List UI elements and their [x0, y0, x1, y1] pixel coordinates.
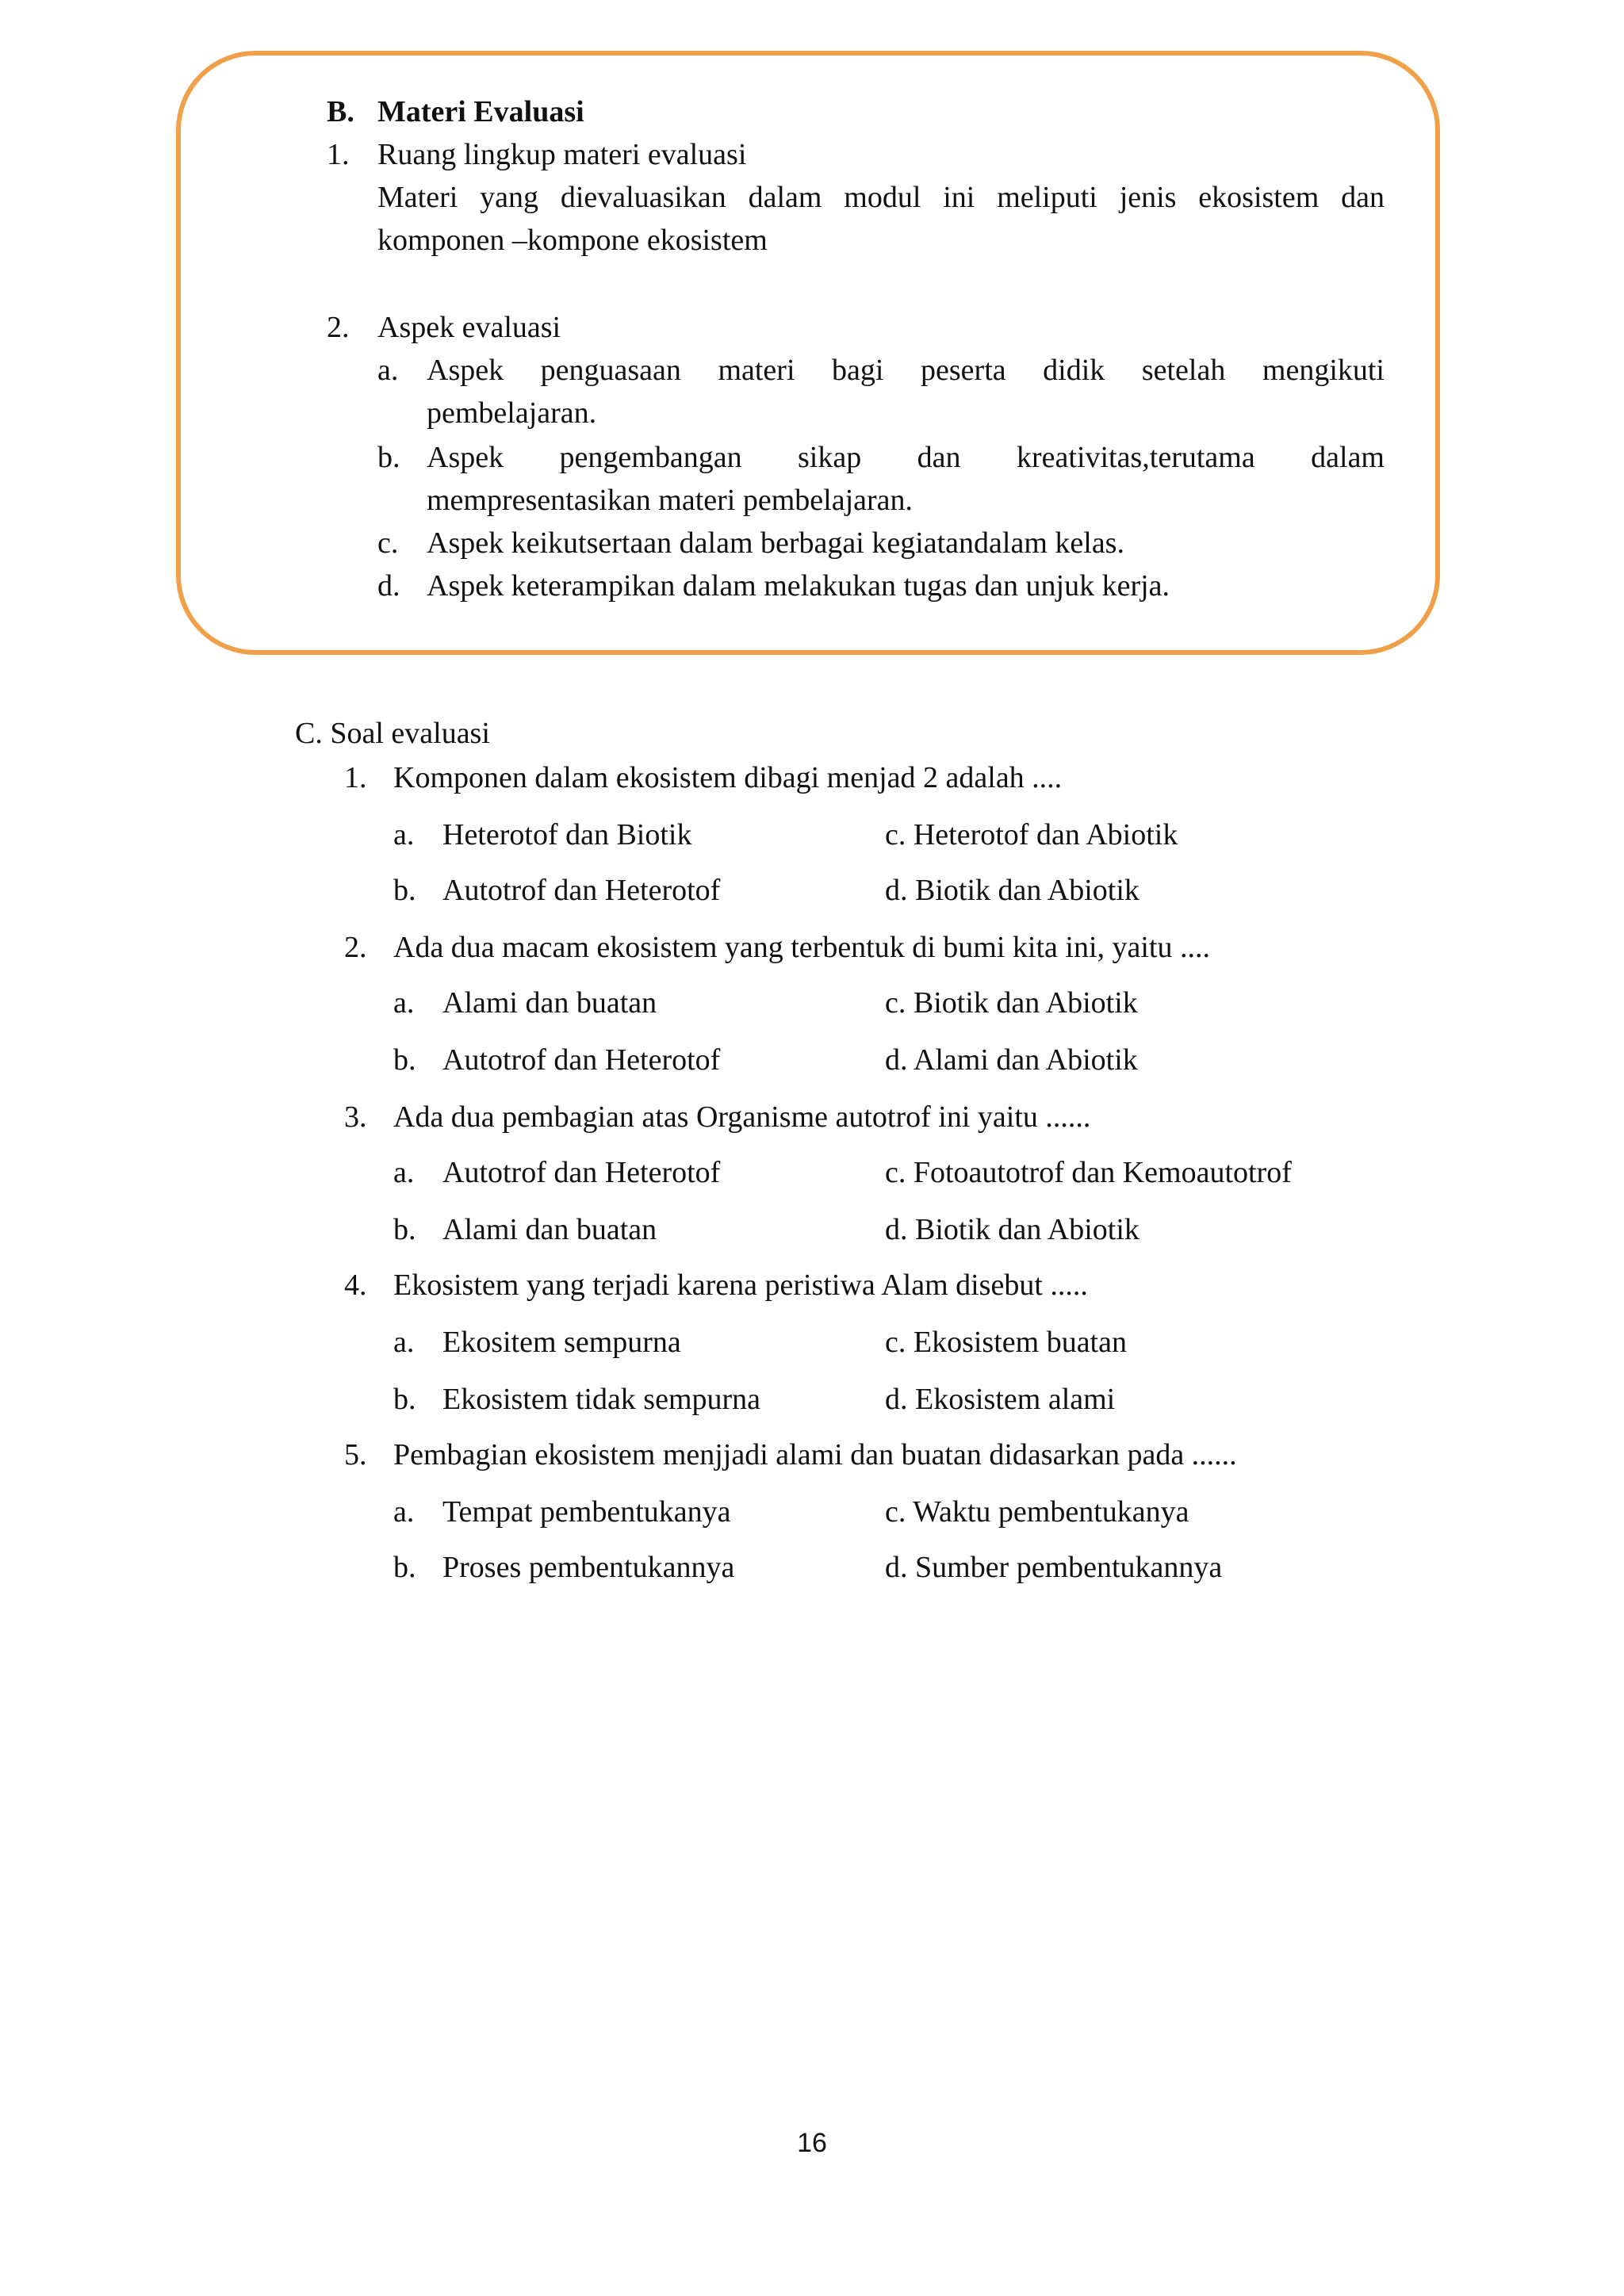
q3-option-c: c. Fotoautotrof dan Kemoautotrof	[885, 1156, 1292, 1189]
aspek-b-letter: b.	[377, 441, 400, 474]
q2-option-b-letter: b.	[393, 1043, 416, 1077]
q1-option-d: d. Biotik dan Abiotik	[885, 874, 1139, 907]
question-3-number: 3.	[344, 1100, 367, 1134]
aspek-a-line-2: pembelajaran.	[427, 396, 597, 430]
q2-option-a: Alami dan buatan	[442, 986, 657, 1020]
q4-option-d: d. Ekosistem alami	[885, 1383, 1116, 1416]
q3-option-b: Alami dan buatan	[442, 1213, 657, 1246]
q1-option-c: c. Heterotof dan Abiotik	[885, 818, 1178, 851]
page-number: 16	[797, 2128, 827, 2158]
question-1-number: 1.	[344, 761, 367, 794]
q1-option-a: Heterotof dan Biotik	[442, 818, 692, 851]
section-b-title: Materi Evaluasi	[377, 95, 584, 128]
aspek-d-text: Aspek keterampikan dalam melakukan tugas dan unjuk kerja.	[427, 569, 1170, 603]
q4-option-a: Ekositem sempurna	[442, 1326, 681, 1359]
aspek-c-text: Aspek keikutsertaan dalam berbagai kegiatandalam kelas.	[427, 526, 1124, 560]
question-5-text: Pembagian ekosistem menjjadi alami dan buatan didasarkan pada ......	[393, 1438, 1237, 1471]
q1-option-b: Autotrof dan Heterotof	[442, 874, 721, 907]
q4-option-a-letter: a.	[393, 1326, 415, 1359]
q5-option-a-letter: a.	[393, 1495, 415, 1529]
question-5-number: 5.	[344, 1438, 367, 1471]
item-1-text-line-1: Materi yang dievaluasikan dalam modul ini meliputi jenis ekosistem dan	[377, 181, 1385, 214]
question-3-text: Ada dua pembagian atas Organisme autotrof ini yaitu ......	[393, 1100, 1091, 1134]
q1-option-a-letter: a.	[393, 818, 415, 851]
q5-option-a: Tempat pembentukanya	[442, 1495, 731, 1529]
q3-option-a-letter: a.	[393, 1156, 415, 1189]
question-2-number: 2.	[344, 931, 367, 964]
q5-option-d: d. Sumber pembentukannya	[885, 1551, 1223, 1584]
item-1-text-line-2: komponen –kompone ekosistem	[377, 224, 768, 257]
q2-option-a-letter: a.	[393, 986, 415, 1020]
aspek-c-letter: c.	[377, 526, 399, 560]
item-1-heading: Ruang lingkup materi evaluasi	[377, 138, 747, 171]
q5-option-b: Proses pembentukannya	[442, 1551, 735, 1584]
section-b-marker: B.	[327, 95, 354, 128]
q3-option-d: d. Biotik dan Abiotik	[885, 1213, 1139, 1246]
q2-option-b: Autotrof dan Heterotof	[442, 1043, 721, 1077]
question-1-text: Komponen dalam ekosistem dibagi menjad 2 adalah ....	[393, 761, 1063, 794]
q1-option-b-letter: b.	[393, 874, 416, 907]
q2-option-d: d. Alami dan Abiotik	[885, 1043, 1138, 1077]
q2-option-c: c. Biotik dan Abiotik	[885, 986, 1138, 1020]
aspek-d-letter: d.	[377, 569, 400, 603]
item-2-number: 2.	[327, 311, 350, 344]
aspek-a-line-1: Aspek penguasaan materi bagi peserta didik setelah mengikuti	[427, 354, 1385, 387]
q4-option-b: Ekosistem tidak sempurna	[442, 1383, 761, 1416]
aspek-b-line-1: Aspek pengembangan sikap dan kreativitas,terutama dalam	[427, 441, 1385, 474]
question-2-text: Ada dua macam ekosistem yang terbentuk di bumi kita ini, yaitu ....	[393, 931, 1210, 964]
item-2-heading: Aspek evaluasi	[377, 311, 561, 344]
question-4-text: Ekosistem yang terjadi karena peristiwa Alam disebut .....	[393, 1269, 1088, 1302]
q3-option-a: Autotrof dan Heterotof	[442, 1156, 721, 1189]
question-4-number: 4.	[344, 1269, 367, 1302]
section-c-title: C. Soal evaluasi	[295, 717, 490, 750]
aspek-a-letter: a.	[377, 354, 399, 387]
q3-option-b-letter: b.	[393, 1213, 416, 1246]
q4-option-b-letter: b.	[393, 1383, 416, 1416]
q4-option-c: c. Ekosistem buatan	[885, 1326, 1127, 1359]
q5-option-b-letter: b.	[393, 1551, 416, 1584]
q5-option-c: c. Waktu pembentukanya	[885, 1495, 1189, 1529]
item-1-number: 1.	[327, 138, 350, 171]
aspek-b-line-2: mempresentasikan materi pembelajaran.	[427, 484, 914, 517]
